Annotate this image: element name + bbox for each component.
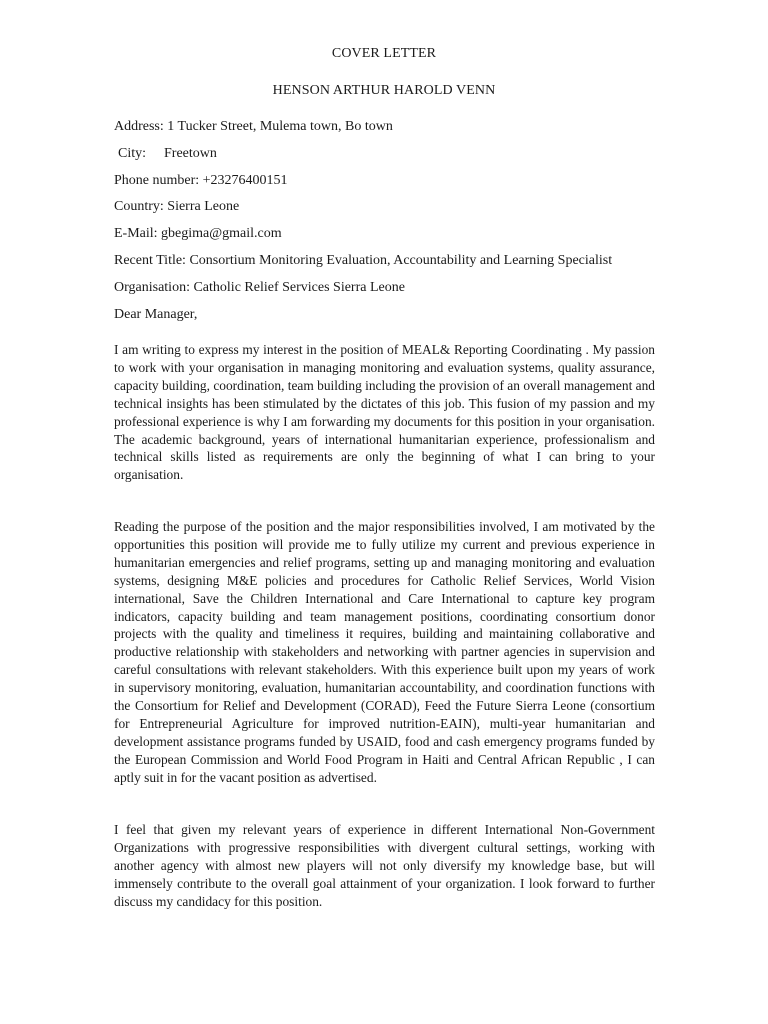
- organisation-line: [114, 279, 405, 297]
- country-value: Sierra Leone: [167, 199, 240, 214]
- email-line: [114, 225, 282, 243]
- phone-line: [114, 172, 288, 190]
- organisation-label: Organisation:: [114, 280, 190, 295]
- address-line: [114, 118, 393, 136]
- address-value: 1 Tucker Street, Mulema town, Bo town: [167, 119, 393, 134]
- country-line: [114, 198, 239, 216]
- phone-value: +23276400151: [202, 173, 288, 188]
- country-label: Country:: [114, 199, 164, 214]
- email-label: E-Mail:: [114, 226, 158, 241]
- body-paragraph-1: I am writing to express my interest in the position of MEAL& Reporting Coordinating . My passion to work with your organisation in managing monitoring and evaluation systems, quality assurance, capacity building, coordination, team building including the provision of an overall management and technical insights has been stimulated by the dictates of this job. This fusion of my passion and my professional experience is why I am forwarding my documents for this position in your organisation. The academic background, years of international humanitarian experience, professionalism and technical skills listed as requirements are only the beginning of what I can bring to your organisation.: [114, 342, 655, 483]
- email-value: gbegima@gmail.com: [161, 226, 282, 241]
- body-paragraph-2: Reading the purpose of the position and the major responsibilities involved, I am motivated by the opportunities this position will provide me to fully utilize my current and previous experience in humanitarian emergencies and relief programs, setting up and managing monitoring and evaluation systems, designing M&E policies and procedures for Catholic Relief Services, World Vision international, Save the Children International and Care International to capture key program indicators, capacity building and team management positions, coordinating consortium donor projects with the quality and timeliness it requires, building and maintaining collaborative and productive relationship with stakeholders and networking with partner agencies in supervision and careful consultations with relevant stakeholders. With this experience built upon my years of work in supervisory monitoring, evaluation, humanitarian accountability, and coordination functions with the Consortium for Relief and Development (CORAD), Feed the Future Sierra Leone (consortium for Entrepreneurial Agriculture for improved nutrition-EAIN), multi-year humanitarian and development assistance programs funded by USAID, food and cash emergency programs funded by the European Commission and World Food Program in Haiti and Central African Republic , I can aptly suit in for the vacant position as advertised.: [114, 519, 655, 785]
- body-paragraph-3: I feel that given my relevant years of experience in different International Non-Government Organizations with progressive responsibilities with divergent cultural settings, working with another agency with almost new players will not only diversify my knowledge base, but will immensely contribute to the overall goal attainment of your organization. I look forward to further discuss my candidacy for this position.: [114, 822, 655, 909]
- salutation: Dear Manager,: [114, 307, 198, 322]
- recent-title-label: Recent Title:: [114, 253, 186, 268]
- city-line: [118, 145, 217, 163]
- document-title: COVER LETTER: [331, 46, 437, 61]
- recent-title-line: [114, 252, 612, 270]
- recent-title-value: Consortium Monitoring Evaluation, Accountability and Learning Specialist: [189, 253, 613, 268]
- organisation-value: Catholic Relief Services Sierra Leone: [193, 280, 405, 295]
- applicant-name: HENSON ARTHUR HAROLD VENN: [272, 83, 496, 98]
- city-label: City:: [118, 146, 147, 161]
- city-value: Freetown: [164, 146, 217, 161]
- phone-label: Phone number:: [114, 173, 200, 188]
- address-label: Address:: [114, 119, 164, 134]
